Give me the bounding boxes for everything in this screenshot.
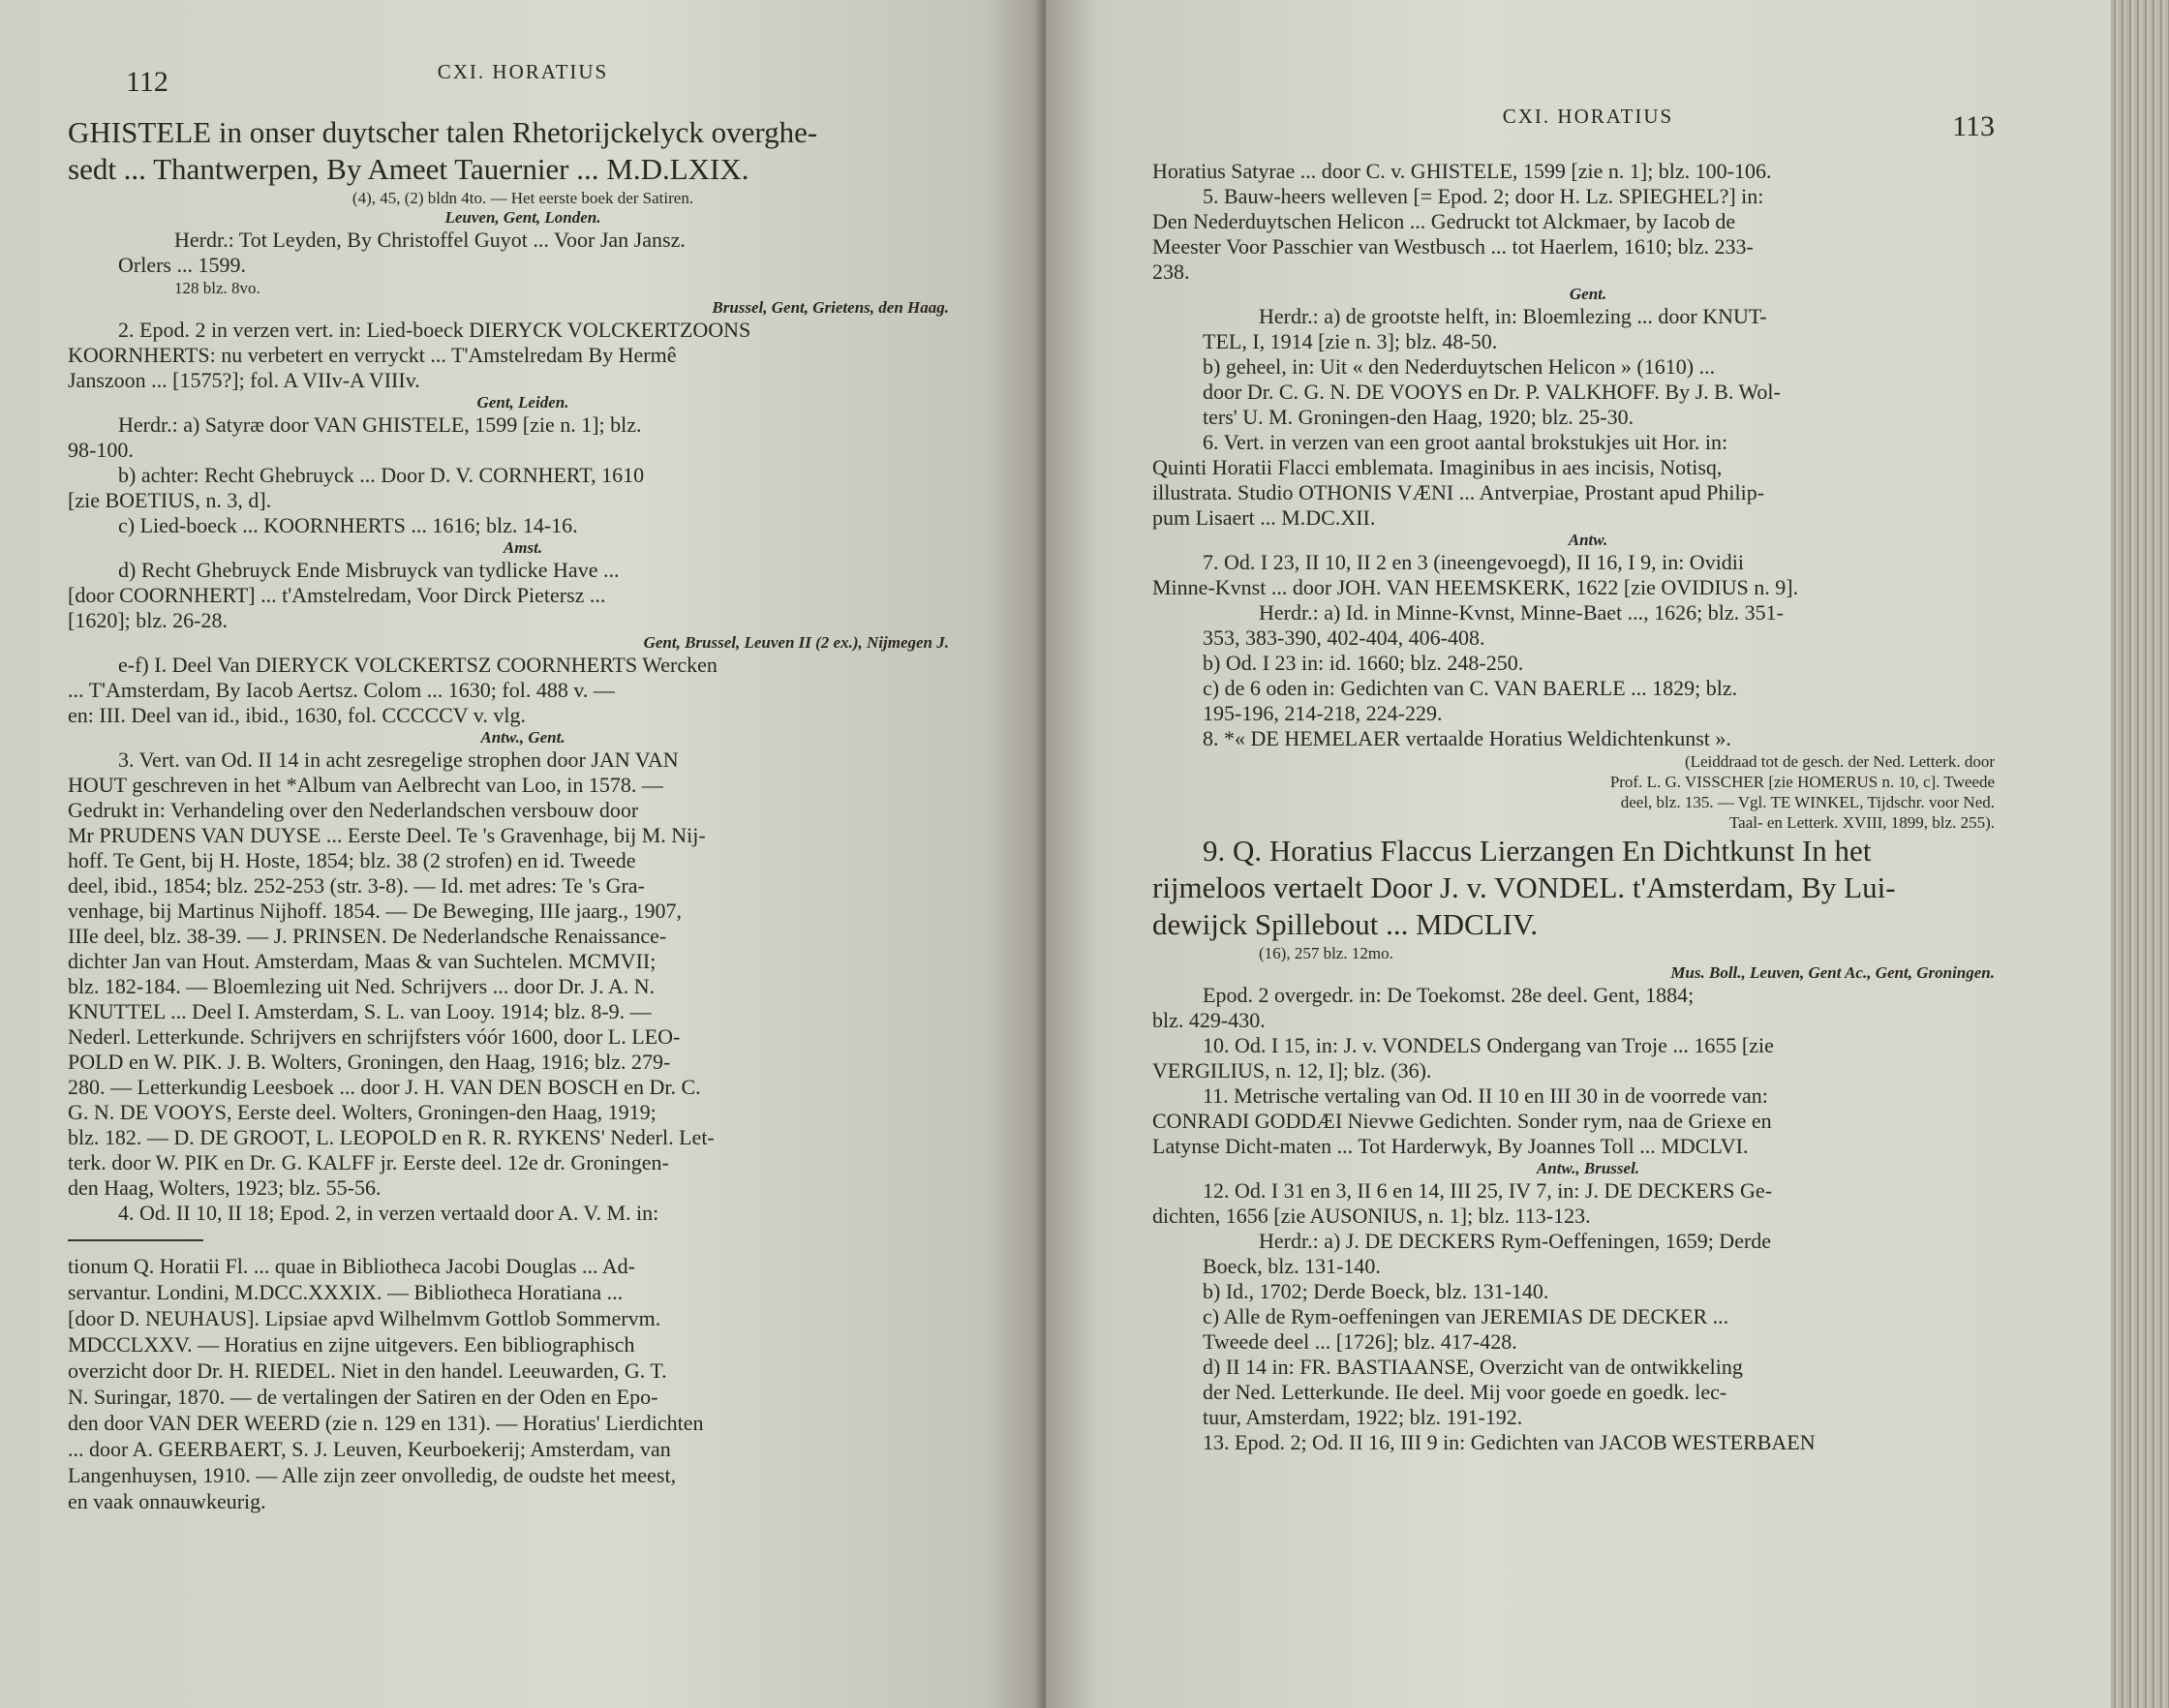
text-line: deel, blz. 135. — Vgl. TE WINKEL, Tijdschr. voor Ned. <box>1620 793 1995 811</box>
right-running-title: CXI. HORATIUS <box>1502 105 1674 128</box>
text-line: Epod. 2 overgedr. in: De Toekomst. 28e deel. Gent, 1884; <box>1203 983 1695 1007</box>
footnote-line: [door D. NEUHAUS]. Lipsiae apvd Wilhelmvm Gottlob Sommervm. <box>68 1306 661 1330</box>
text-line: tuur, Amsterdam, 1922; blz. 191-192. <box>1203 1405 1523 1429</box>
text-line: venhage, bij Martinus Nijhoff. 1854. — De Beweging, IIIe jaarg., 1907, <box>68 899 682 923</box>
text-line: der Ned. Letterkunde. IIe deel. Mij voor goede en goedk. lec- <box>1203 1380 1727 1404</box>
text-line: 5. Bauw-heers welleven [= Epod. 2; door H. Lz. SPIEGHEL?] in: <box>1203 184 1764 208</box>
text-line: dichter Jan van Hout. Amsterdam, Maas & van Suchtelen. MCMVII; <box>68 949 657 973</box>
text-line: Orlers ... 1599. <box>118 253 246 277</box>
text-line: 280. — Letterkundig Leesboek ... door J. H. VAN DEN BOSCH en Dr. C. <box>68 1075 701 1099</box>
text-line: Latynse Dicht-maten ... Tot Harderwyk, By Joannes Toll ... MDCLVI. <box>1152 1134 1749 1158</box>
text-line: b) geheel, in: Uit « den Nederduytschen Helicon » (1610) ... <box>1203 354 1716 379</box>
text-line: 9. Q. Horatius Flaccus Lierzangen En Dichtkunst In het <box>1203 834 1872 868</box>
footnote-line: Langenhuysen, 1910. — Alle zijn zeer onvolledig, de oudste het meest, <box>68 1463 677 1487</box>
text-line: Gent. <box>1569 285 1607 303</box>
text-line: Quinti Horatii Flacci emblemata. Imaginibus in aes incisis, Notisq, <box>1152 455 1723 479</box>
footnote-line: tionum Q. Horatii Fl. ... quae in Bibliotheca Jacobi Douglas ... Ad- <box>68 1254 635 1278</box>
right-page <box>1046 0 2111 1708</box>
text-line: c) de 6 oden in: Gedichten van C. VAN BAERLE ... 1829; blz. <box>1203 676 1738 700</box>
left-running-head <box>68 60 978 114</box>
text-line: Brussel, Gent, Grietens, den Haag. <box>712 298 949 317</box>
text-line: 195-196, 214-218, 224-229. <box>1203 701 1443 725</box>
text-line: Horatius Satyrae ... door C. v. GHISTELE, 1599 [zie n. 1]; blz. 100-106. <box>1152 159 1772 183</box>
text-line: Boeck, blz. 131-140. <box>1203 1254 1381 1278</box>
text-line: Herdr.: a) Satyræ door VAN GHISTELE, 1599 [zie n. 1]; blz. <box>118 412 642 437</box>
text-line: Meester Voor Passchier van Westbusch ... tot Haerlem, 1610; blz. 233- <box>1152 234 1754 259</box>
text-line: Amst. <box>503 538 543 557</box>
text-line: 12. Od. I 31 en 3, II 6 en 14, III 25, IV 7, in: J. DE DECKERS Ge- <box>1203 1178 1773 1203</box>
text-line: sedt ... Thantwerpen, By Ameet Tauernier ... M.D.LXIX. <box>68 152 749 186</box>
text-line: 3. Vert. van Od. II 14 in acht zesregelige strophen door JAN VAN <box>118 747 679 772</box>
text-line: b) Id., 1702; Derde Boeck, blz. 131-140. <box>1203 1279 1549 1303</box>
text-line: TEL, I, 1914 [zie n. 3]; blz. 48-50. <box>1203 329 1498 353</box>
text-line: blz. 429-430. <box>1152 1008 1266 1032</box>
text-line: HOUT geschreven in het *Album van Aelbrecht van Loo, in 1578. — <box>68 773 663 797</box>
text-line: Gent, Brussel, Leuven II (2 ex.), Nijmegen J. <box>643 633 949 652</box>
footnote-line: ... door A. GEERBAERT, S. J. Leuven, Keurboekerij; Amsterdam, van <box>68 1437 671 1461</box>
text-line: ters' U. M. Groningen-den Haag, 1920; blz. 25-30. <box>1203 405 1634 429</box>
footnote-line: den door VAN DER WEERD (zie n. 129 en 131). — Horatius' Lierdichten <box>68 1411 704 1435</box>
text-line: 238. <box>1152 259 1190 284</box>
text-line: Nederl. Letterkunde. Schrijvers en schrijfsters vóór 1600, door L. LEO- <box>68 1024 681 1049</box>
text-line: (4), 45, (2) bldn 4to. — Het eerste boek der Satiren. <box>351 189 694 207</box>
text-line: en: III. Deel van id., ibid., 1630, fol. CCCCCV v. vlg. <box>68 703 526 727</box>
footnote-line: servantur. Londini, M.DCC.XXXIX. — Bibliotheca Horatiana ... <box>68 1280 624 1304</box>
text-line: c) Alle de Rym-oeffeningen van JEREMIAS DE DECKER ... <box>1203 1304 1729 1328</box>
text-line: KOORNHERTS: nu verbetert en verryckt ... T'Amstelredam By Hermê <box>68 343 677 367</box>
text-line: blz. 182. — D. DE GROOT, L. LEOPOLD en R. R. RYKENS' Nederl. Let- <box>68 1125 715 1149</box>
text-line: e-f) I. Deel Van DIERYCK VOLCKERTSZ COORNHERTS Wercken <box>118 653 718 677</box>
text-line: POLD en W. PIK. J. B. Wolters, Groningen, den Haag, 1916; blz. 279- <box>68 1050 671 1074</box>
left-page-text <box>68 114 978 1226</box>
left-running-title: CXI. HORATIUS <box>437 60 609 83</box>
text-line: Mr PRUDENS VAN DUYSE ... Eerste Deel. Te 's Gravenhage, bij M. Nij- <box>68 823 706 847</box>
text-line: Herdr.: a) J. DE DECKERS Rym-Oeffeningen, 1659; Derde <box>1259 1229 1772 1253</box>
text-line: (16), 257 blz. 12mo. <box>1259 944 1393 962</box>
text-line: dichten, 1656 [zie AUSONIUS, n. 1]; blz. 113-123. <box>1152 1204 1591 1228</box>
text-line: Minne-Kvnst ... door JOH. VAN HEEMSKERK, 1622 [zie OVIDIUS n. 9]. <box>1152 575 1799 599</box>
text-line: c) Lied-boeck ... KOORNHERTS ... 1616; blz. 14-16. <box>118 513 578 537</box>
text-line: IIIe deel, blz. 38-39. — J. PRINSEN. De Nederlandsche Renaissance- <box>68 924 667 948</box>
text-line: (Leiddraad tot de gesch. der Ned. Letterk. door <box>1684 752 1995 771</box>
text-line: Gent, Leiden. <box>476 393 569 412</box>
left-page-number: 112 <box>126 66 168 98</box>
text-line: 2. Epod. 2 in verzen vert. in: Lied-boeck DIERYCK VOLCKERTZOONS <box>118 318 751 342</box>
text-line: b) Od. I 23 in: id. 1660; blz. 248-250. <box>1203 651 1524 675</box>
footnote-line: MDCCLXXV. — Horatius en zijne uitgevers. Een bibliographisch <box>68 1332 635 1357</box>
text-line: 6. Vert. in verzen van een groot aantal brokstukjes uit Hor. in: <box>1203 430 1728 454</box>
text-line: Mus. Boll., Leuven, Gent Ac., Gent, Groningen. <box>1670 963 1995 982</box>
right-page-text <box>1152 159 2024 1455</box>
text-line: Herdr.: Tot Leyden, By Christoffel Guyot ... Voor Jan Jansz. <box>174 228 686 252</box>
left-page <box>0 0 1046 1708</box>
right-running-head <box>1152 105 2024 159</box>
text-line: Herdr.: a) de grootste helft, in: Bloemlezing ... door KNUT- <box>1259 304 1767 328</box>
text-line: Antw., Gent. <box>480 728 565 747</box>
text-line: Prof. L. G. VISSCHER [zie HOMERUS n. 10, c]. Tweede <box>1609 773 1995 791</box>
text-line: door Dr. C. G. N. DE VOOYS en Dr. P. VALKHOFF. By J. B. Wol- <box>1203 380 1781 404</box>
text-line: 13. Epod. 2; Od. II 16, III 9 in: Gedichten van JACOB WESTERBAEN <box>1203 1430 1816 1454</box>
footnote-line: overzicht door Dr. H. RIEDEL. Niet in den handel. Leeuwarden, G. T. <box>68 1358 667 1383</box>
text-line: hoff. Te Gent, bij H. Hoste, 1854; blz. 38 (2 strofen) en id. Tweede <box>68 848 636 872</box>
text-line: Tweede deel ... [1726]; blz. 417-428. <box>1203 1329 1517 1354</box>
text-line: Janszoon ... [1575?]; fol. A VIIv-A VIIIv. <box>68 368 420 392</box>
text-line: Antw. <box>1568 531 1608 549</box>
text-line: KNUTTEL ... Deel I. Amsterdam, S. L. van Looy. 1914; blz. 8-9. — <box>68 999 652 1023</box>
text-line: 98-100. <box>68 438 134 462</box>
text-line: Taal- en Letterk. XVIII, 1899, blz. 255). <box>1728 813 1995 832</box>
text-line: G. N. DE VOOYS, Eerste deel. Wolters, Groningen-den Haag, 1919; <box>68 1100 657 1124</box>
text-line: ... T'Amsterdam, By Iacob Aertsz. Colom ... 1630; fol. 488 v. — <box>68 678 615 702</box>
text-line: pum Lisaert ... M.DC.XII. <box>1152 505 1376 530</box>
text-line: terk. door W. PIK en Dr. G. KALFF jr. Eerste deel. 12e dr. Groningen- <box>68 1150 669 1174</box>
text-line: den Haag, Wolters, 1923; blz. 55-56. <box>68 1175 382 1200</box>
text-line: d) Recht Ghebruyck Ende Misbruyck van tydlicke Have ... <box>118 558 620 582</box>
text-line: b) achter: Recht Ghebruyck ... Door D. V. CORNHERT, 1610 <box>118 463 645 487</box>
text-line: rijmeloos vertaelt Door J. v. VONDEL. t'Amsterdam, By Lui- <box>1152 870 1896 904</box>
text-line: VERGILIUS, n. 12, I]; blz. (36). <box>1152 1058 1432 1083</box>
text-line: deel, ibid., 1854; blz. 252-253 (str. 3-8). — Id. met adres: Te 's Gra- <box>68 873 645 898</box>
text-line: GHISTELE in onser duytscher talen Rhetorijckelyck overghe- <box>68 115 818 149</box>
book-fore-edge <box>2111 0 2169 1708</box>
text-line: Gedrukt in: Verhandeling over den Nederlandschen versbouw door <box>68 798 639 822</box>
text-line: 10. Od. I 15, in: J. v. VONDELS Ondergang van Troje ... 1655 [zie <box>1203 1033 1774 1057</box>
text-line: Leuven, Gent, Londen. <box>444 208 601 227</box>
footnote-line: N. Suringar, 1870. — de vertalingen der Satiren en der Oden en Epo- <box>68 1385 658 1409</box>
text-line: 11. Metrische vertaling van Od. II 10 en III 30 in de voorrede van: <box>1203 1083 1768 1108</box>
text-line: illustrata. Studio OTHONIS VÆNI ... Antverpiae, Prostant apud Philip- <box>1152 480 1765 504</box>
text-line: 353, 383-390, 402-404, 406-408. <box>1203 625 1485 650</box>
text-line: [door COORNHERT] ... t'Amstelredam, Voor Dirck Pietersz ... <box>68 583 606 607</box>
text-line: 7. Od. I 23, II 10, II 2 en 3 (ineengevoegd), II 16, I 9, in: Ovidii <box>1203 550 1745 574</box>
right-page-number: 113 <box>1952 110 1995 142</box>
left-footnote <box>68 1253 978 1514</box>
footnote-line: en vaak onnauwkeurig. <box>68 1489 266 1513</box>
text-line: [zie BOETIUS, n. 3, d]. <box>68 488 272 512</box>
text-line: Herdr.: a) Id. in Minne-Kvnst, Minne-Baet ..., 1626; blz. 351- <box>1259 600 1784 625</box>
footnote-rule <box>68 1239 203 1241</box>
text-line: 4. Od. II 10, II 18; Epod. 2, in verzen vertaald door A. V. M. in: <box>118 1201 659 1225</box>
text-line: Den Nederduytschen Helicon ... Gedruckt tot Alckmaer, by Iacob de <box>1152 209 1736 233</box>
text-line: CONRADI GODDÆI Nievwe Gedichten. Sonder rym, naa de Griexe en <box>1152 1109 1772 1133</box>
text-line: dewijck Spillebout ... MDCLIV. <box>1152 907 1539 941</box>
text-line: Antw., Brussel. <box>1536 1159 1640 1177</box>
text-line: blz. 182-184. — Bloemlezing uit Ned. Schrijvers ... door Dr. J. A. N. <box>68 974 656 998</box>
text-line: 128 blz. 8vo. <box>174 279 260 297</box>
text-line: d) II 14 in: FR. BASTIAANSE, Overzicht van de ontwikkeling <box>1203 1355 1743 1379</box>
text-line: [1620]; blz. 26-28. <box>68 608 228 632</box>
text-line: 8. *« DE HEMELAER vertaalde Horatius Weldichtenkunst ». <box>1203 726 1731 750</box>
